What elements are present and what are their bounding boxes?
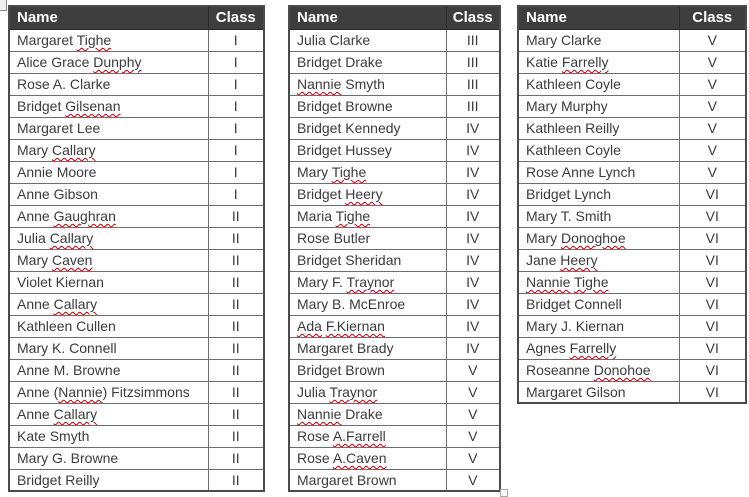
name-text: Julia xyxy=(17,230,50,246)
table-row xyxy=(518,95,746,117)
name-text: Anne M. Browne xyxy=(17,362,121,378)
name-text: Anne xyxy=(17,208,54,224)
misspelled-word: Heery xyxy=(560,252,598,268)
class-cell[interactable]: V xyxy=(679,73,746,95)
class-cell[interactable]: III xyxy=(446,51,500,73)
misspelled-word: Tighe xyxy=(76,32,112,48)
table-row xyxy=(9,95,264,117)
name-cell[interactable] xyxy=(518,95,679,117)
name-cell[interactable] xyxy=(518,29,679,51)
class-cell[interactable]: VI xyxy=(679,183,746,205)
table-row xyxy=(518,161,746,183)
name-cell[interactable] xyxy=(518,227,679,249)
name-cell[interactable] xyxy=(289,117,446,139)
class-cell[interactable]: V xyxy=(679,29,746,51)
name-text: Anne Gibson xyxy=(17,186,98,202)
name-text: Drake xyxy=(341,406,383,422)
table-row xyxy=(289,293,500,315)
name-text: Julia Clarke xyxy=(297,32,371,48)
class-cell[interactable]: V xyxy=(446,381,500,403)
name-cell[interactable] xyxy=(9,249,208,271)
table-row xyxy=(9,205,264,227)
name-cell[interactable] xyxy=(289,183,446,205)
misspelled-word: Callary xyxy=(53,406,98,422)
class-roster-table-2 xyxy=(288,5,501,492)
name-text: Margaret Brown xyxy=(297,471,397,488)
misspelled-word: Farrelly xyxy=(561,54,609,70)
class-cell[interactable]: V xyxy=(679,117,746,139)
class-cell[interactable]: II xyxy=(208,337,264,359)
class-cell[interactable]: IV xyxy=(446,161,500,183)
table-row xyxy=(9,139,264,161)
table-row xyxy=(9,29,264,51)
name-cell[interactable] xyxy=(9,425,208,447)
name-text: Mary K. Connell xyxy=(17,340,117,356)
name-cell[interactable] xyxy=(289,139,446,161)
table-row xyxy=(289,183,500,205)
class-cell[interactable]: II xyxy=(208,403,264,425)
class-cell[interactable]: IV xyxy=(446,205,500,227)
class-cell[interactable]: I xyxy=(208,161,264,183)
class-cell[interactable]: III xyxy=(446,95,500,117)
name-cell[interactable] xyxy=(518,51,679,73)
name-text: Mary J. Kiernan xyxy=(526,318,625,334)
misspelled-word: Donohoe xyxy=(593,362,651,378)
name-text: Jane xyxy=(526,252,561,268)
table-body-1 xyxy=(9,29,264,491)
table-row xyxy=(9,227,264,249)
column-header-name[interactable]: Name xyxy=(9,6,208,29)
class-cell[interactable]: II xyxy=(208,271,264,293)
misspelled-word: Callary xyxy=(53,296,98,312)
class-cell[interactable]: II xyxy=(208,425,264,447)
name-cell[interactable] xyxy=(289,205,446,227)
name-cell[interactable] xyxy=(9,29,208,51)
table-row xyxy=(518,249,746,271)
table-row xyxy=(518,29,746,51)
class-cell[interactable]: V xyxy=(679,95,746,117)
table-row xyxy=(9,183,264,205)
name-text: Kate Smyth xyxy=(17,428,90,444)
class-cell[interactable]: VI xyxy=(679,205,746,227)
name-text: Rose xyxy=(297,450,333,466)
name-text: Mary xyxy=(17,252,52,268)
class-cell[interactable]: VI xyxy=(679,227,746,249)
misspelled-word: Farrelly xyxy=(569,340,617,356)
class-cell[interactable]: IV xyxy=(446,315,500,337)
name-cell[interactable] xyxy=(518,205,679,227)
class-cell[interactable]: IV xyxy=(446,337,500,359)
name-cell[interactable] xyxy=(518,271,679,293)
name-cell[interactable] xyxy=(9,183,208,205)
table-row xyxy=(518,139,746,161)
misspelled-word: Gaughran xyxy=(53,208,116,224)
table-row xyxy=(289,359,500,381)
name-cell[interactable] xyxy=(9,381,208,403)
class-cell[interactable]: II xyxy=(208,293,264,315)
table-row xyxy=(9,271,264,293)
name-cell[interactable] xyxy=(518,315,679,337)
misspelled-word: F.Kiernan xyxy=(325,318,385,334)
misspelled-word: A.Caven xyxy=(332,450,387,466)
class-cell[interactable]: V xyxy=(446,359,500,381)
class-cell[interactable]: II xyxy=(208,249,264,271)
table-row xyxy=(289,249,500,271)
name-cell[interactable] xyxy=(289,51,446,73)
class-cell[interactable]: I xyxy=(208,73,264,95)
table-row xyxy=(289,205,500,227)
name-text: Mary B. McEnroe xyxy=(297,296,406,312)
table-row xyxy=(289,469,500,491)
misspelled-word: Dunphy xyxy=(93,54,142,70)
misspelled-word: A.Farrell xyxy=(332,428,386,444)
table-row xyxy=(289,315,500,337)
name-cell[interactable] xyxy=(289,249,446,271)
name-text: Anne ( xyxy=(17,384,59,400)
misspelled-word: Tighe xyxy=(331,164,367,180)
name-text: Margaret Brady xyxy=(297,340,394,356)
misspelled-word: Tighe xyxy=(574,274,609,290)
table-row xyxy=(518,293,746,315)
table-row xyxy=(9,293,264,315)
name-text: Annie Moore xyxy=(17,164,97,180)
table-row xyxy=(289,425,500,447)
table-row xyxy=(289,271,500,293)
table-row xyxy=(518,51,746,73)
class-cell[interactable]: II xyxy=(208,469,264,491)
name-text: Bridget Reilly xyxy=(17,471,100,488)
name-text: Agnes xyxy=(526,340,570,356)
name-cell[interactable] xyxy=(289,95,446,117)
name-text: Mary F. xyxy=(297,274,347,290)
class-cell[interactable]: II xyxy=(208,315,264,337)
name-text: Rose Butler xyxy=(297,230,371,246)
name-text: Anne xyxy=(17,406,54,422)
table-row xyxy=(9,425,264,447)
class-cell[interactable]: V xyxy=(446,403,500,425)
name-text: ) Fitzsimmons xyxy=(102,384,190,400)
name-cell[interactable] xyxy=(9,161,208,183)
class-cell[interactable]: I xyxy=(208,95,264,117)
name-cell[interactable] xyxy=(289,29,446,51)
name-cell[interactable] xyxy=(518,139,679,161)
name-text: Bridget Sheridan xyxy=(297,252,402,268)
class-cell[interactable]: VI xyxy=(679,337,746,359)
class-cell[interactable]: II xyxy=(208,205,264,227)
name-cell[interactable] xyxy=(518,337,679,359)
table-row xyxy=(289,381,500,403)
table-body-2 xyxy=(289,29,500,491)
table-row xyxy=(9,73,264,95)
table-row xyxy=(9,469,264,491)
table-row xyxy=(9,337,264,359)
name-cell[interactable] xyxy=(518,117,679,139)
misspelled-word: Nannie xyxy=(526,274,571,290)
misspelled-word: Nannie xyxy=(297,406,342,422)
class-cell[interactable]: I xyxy=(208,117,264,139)
name-cell[interactable] xyxy=(518,183,679,205)
class-roster-table-3 xyxy=(517,5,747,404)
name-cell[interactable] xyxy=(9,117,208,139)
table-row xyxy=(9,249,264,271)
name-text: Margaret Gilson xyxy=(526,383,626,400)
table-body-3 xyxy=(518,29,746,403)
name-cell[interactable] xyxy=(289,161,446,183)
name-cell[interactable] xyxy=(289,425,446,447)
column-header-class[interactable]: Class xyxy=(446,6,500,29)
name-text: Alice Grace xyxy=(17,54,94,70)
class-roster-table-1 xyxy=(8,5,265,492)
class-cell[interactable]: VI xyxy=(679,315,746,337)
column-header-name[interactable]: Name xyxy=(289,6,446,29)
class-cell[interactable]: VI xyxy=(679,381,746,403)
name-cell[interactable] xyxy=(9,403,208,425)
table-row xyxy=(289,161,500,183)
name-text: Mary Clarke xyxy=(526,32,602,48)
name-text: Bridget Browne xyxy=(297,98,393,114)
misspelled-word: Traynor xyxy=(346,274,395,290)
name-cell[interactable] xyxy=(518,249,679,271)
name-text: Bridget xyxy=(297,186,346,202)
class-cell[interactable]: VI xyxy=(679,293,746,315)
name-text: Mary G. Browne xyxy=(17,450,119,466)
table-row xyxy=(518,227,746,249)
name-cell[interactable] xyxy=(9,315,208,337)
class-cell[interactable]: V xyxy=(446,447,500,469)
name-text: Kathleen Coyle xyxy=(526,142,621,158)
class-cell[interactable]: V xyxy=(679,139,746,161)
misspelled-word: Nannie xyxy=(297,76,342,92)
header-row xyxy=(518,6,746,29)
misspelled-word: Traynor xyxy=(329,384,378,400)
name-cell[interactable] xyxy=(9,139,208,161)
name-cell[interactable] xyxy=(289,227,446,249)
class-cell[interactable]: IV xyxy=(446,249,500,271)
name-text: Katie xyxy=(526,54,562,70)
name-text: Bridget Kennedy xyxy=(297,120,401,136)
name-text: Violet Kiernan xyxy=(17,274,104,290)
class-cell[interactable]: II xyxy=(208,381,264,403)
name-text: Margaret Lee xyxy=(17,120,101,136)
misspelled-word: Nannie xyxy=(58,384,103,400)
name-text: Mary T. Smith xyxy=(526,208,612,224)
table-row xyxy=(289,29,500,51)
name-cell[interactable] xyxy=(289,337,446,359)
name-text: Bridget Hussey xyxy=(297,142,392,158)
table-row xyxy=(9,447,264,469)
misspelled-word: Donoghoe xyxy=(561,230,626,246)
class-cell[interactable]: III xyxy=(446,29,500,51)
name-text: Roseanne xyxy=(526,362,594,378)
name-cell[interactable] xyxy=(9,293,208,315)
class-cell[interactable]: I xyxy=(208,51,264,73)
name-cell[interactable] xyxy=(9,447,208,469)
name-cell[interactable] xyxy=(518,359,679,381)
name-text: Julia xyxy=(297,384,330,400)
class-cell[interactable]: IV xyxy=(446,271,500,293)
class-cell[interactable]: III xyxy=(446,73,500,95)
class-cell[interactable]: V xyxy=(679,161,746,183)
name-text: Rose A. Clarke xyxy=(17,76,111,92)
table-row xyxy=(9,315,264,337)
table-row xyxy=(518,381,746,403)
misspelled-word: Gilsenan xyxy=(65,98,121,114)
name-text: Maria xyxy=(297,208,336,224)
name-text: Smyth xyxy=(341,76,385,92)
column-header-name[interactable]: Name xyxy=(518,6,679,29)
table-row xyxy=(9,161,264,183)
table-row xyxy=(9,403,264,425)
name-cell[interactable] xyxy=(9,73,208,95)
class-cell[interactable]: II xyxy=(208,227,264,249)
name-text: Anne xyxy=(17,296,54,312)
class-cell[interactable]: II xyxy=(208,359,264,381)
misspelled-word: Callary xyxy=(49,230,94,246)
table-row xyxy=(518,271,746,293)
table-row xyxy=(9,117,264,139)
class-cell[interactable]: V xyxy=(446,469,500,491)
name-cell[interactable] xyxy=(9,205,208,227)
table-row xyxy=(289,337,500,359)
name-cell[interactable] xyxy=(9,271,208,293)
name-text: Mary xyxy=(526,230,561,246)
misspelled-word: Callary xyxy=(52,142,96,158)
class-cell[interactable]: IV xyxy=(446,117,500,139)
table-row xyxy=(289,95,500,117)
table-row xyxy=(289,403,500,425)
table-row xyxy=(518,73,746,95)
name-text: Rose xyxy=(297,428,333,444)
misspelled-word: Caven xyxy=(52,252,93,268)
name-cell[interactable] xyxy=(289,73,446,95)
class-cell[interactable]: I xyxy=(208,29,264,51)
name-text: Mary xyxy=(17,142,52,158)
name-cell[interactable] xyxy=(289,271,446,293)
name-cell[interactable] xyxy=(289,315,446,337)
table-row xyxy=(289,73,500,95)
name-cell[interactable] xyxy=(9,337,208,359)
class-cell[interactable]: I xyxy=(208,183,264,205)
misspelled-word: Heery xyxy=(345,186,383,202)
name-text: Bridget Drake xyxy=(297,54,383,70)
name-cell[interactable] xyxy=(289,381,446,403)
table-move-handle[interactable] xyxy=(0,0,7,11)
name-text: Kathleen Cullen xyxy=(17,318,116,334)
class-cell[interactable]: IV xyxy=(446,183,500,205)
name-text: Kathleen Reilly xyxy=(526,120,620,136)
class-cell[interactable]: VI xyxy=(679,359,746,381)
name-cell[interactable] xyxy=(289,447,446,469)
class-cell[interactable]: IV xyxy=(446,227,500,249)
name-text: Mary xyxy=(297,164,332,180)
class-cell[interactable]: I xyxy=(208,139,264,161)
name-cell[interactable] xyxy=(9,95,208,117)
name-cell[interactable] xyxy=(518,161,679,183)
name-text: Bridget Brown xyxy=(297,362,385,378)
table-row xyxy=(289,51,500,73)
name-text: Rose Anne Lynch xyxy=(526,164,636,180)
table-row xyxy=(289,227,500,249)
name-cell[interactable] xyxy=(9,359,208,381)
class-cell[interactable]: IV xyxy=(446,293,500,315)
name-cell[interactable] xyxy=(518,381,679,403)
class-cell[interactable]: V xyxy=(679,51,746,73)
misspelled-word: Ada xyxy=(297,318,322,334)
table-row xyxy=(518,205,746,227)
table-row xyxy=(9,51,264,73)
class-cell[interactable]: V xyxy=(446,425,500,447)
name-cell[interactable] xyxy=(289,403,446,425)
class-cell[interactable]: IV xyxy=(446,139,500,161)
table-row xyxy=(289,139,500,161)
column-header-class[interactable]: Class xyxy=(679,6,746,29)
class-cell[interactable]: II xyxy=(208,447,264,469)
table-resize-handle[interactable] xyxy=(500,489,508,497)
column-header-class[interactable]: Class xyxy=(208,6,264,29)
name-text: Mary Murphy xyxy=(526,98,608,114)
name-cell[interactable] xyxy=(9,469,208,491)
table-row xyxy=(518,337,746,359)
name-cell[interactable] xyxy=(518,293,679,315)
name-text: Bridget Connell xyxy=(526,296,622,312)
name-cell[interactable] xyxy=(289,293,446,315)
table-row xyxy=(518,315,746,337)
class-cell[interactable]: VI xyxy=(679,271,746,293)
header-row xyxy=(9,6,264,29)
name-cell[interactable] xyxy=(9,51,208,73)
name-cell[interactable] xyxy=(289,359,446,381)
name-text: Margaret xyxy=(17,32,77,48)
name-cell[interactable] xyxy=(9,227,208,249)
name-text: Bridget xyxy=(17,98,66,114)
header-row xyxy=(289,6,500,29)
table-row xyxy=(289,117,500,139)
name-cell[interactable] xyxy=(518,73,679,95)
table-row xyxy=(518,183,746,205)
table-row xyxy=(289,447,500,469)
name-cell[interactable] xyxy=(289,469,446,491)
misspelled-word: Tighe xyxy=(335,208,371,224)
table-row xyxy=(9,381,264,403)
name-text: Bridget Lynch xyxy=(526,186,612,202)
table-row xyxy=(518,359,746,381)
table-row xyxy=(9,359,264,381)
table-row xyxy=(518,117,746,139)
class-cell[interactable]: VI xyxy=(679,249,746,271)
name-text: Kathleen Coyle xyxy=(526,76,621,92)
